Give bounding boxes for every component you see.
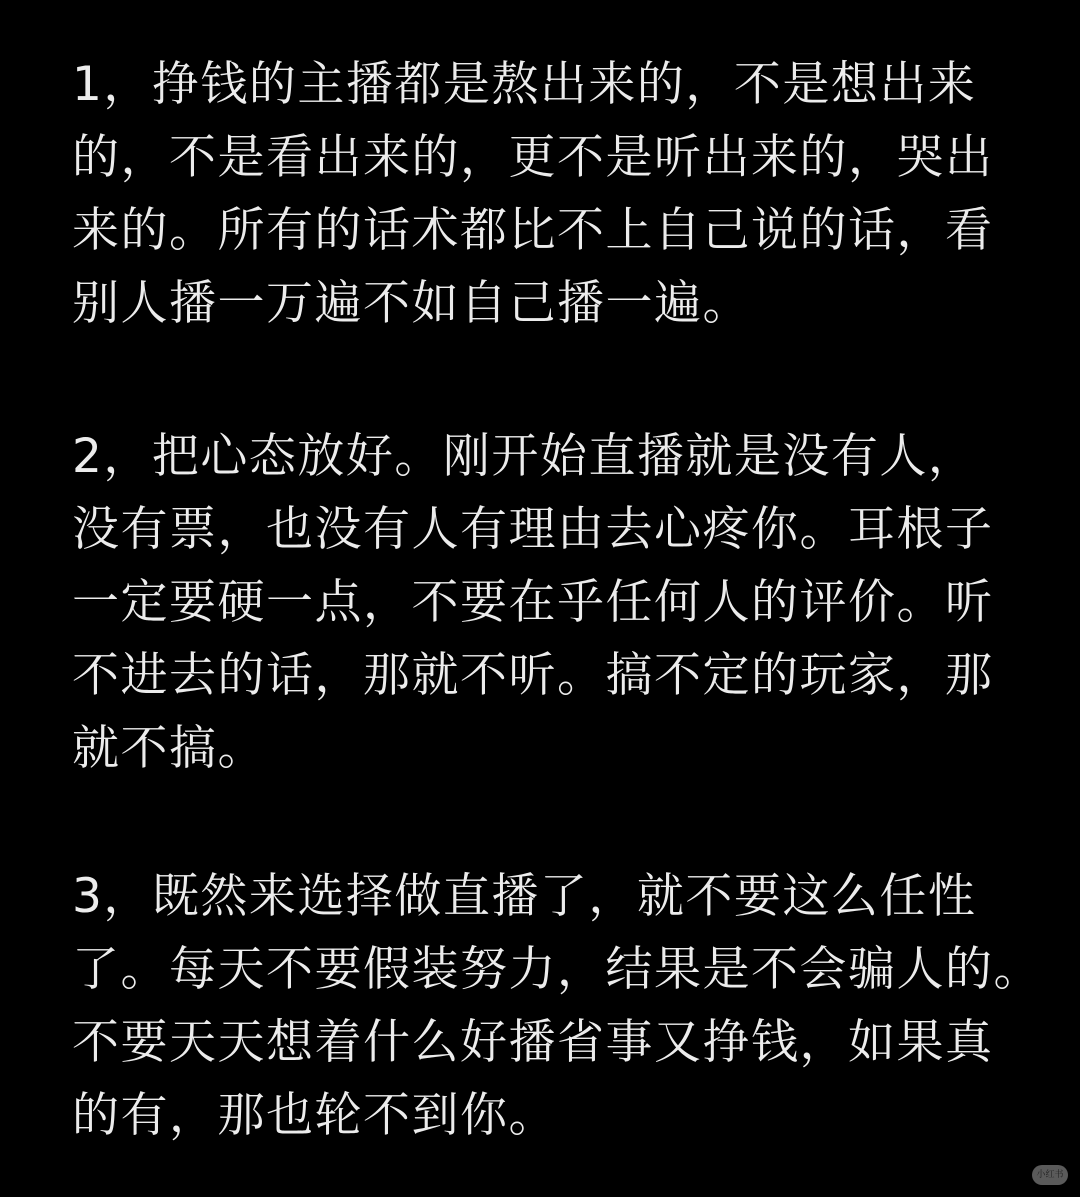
paragraph-line: 没有票，也没有人有理由去心疼你。耳根子 <box>72 502 994 557</box>
paragraph-line: 3，既然来选择做直播了，就不要这么任性 <box>72 869 977 924</box>
paragraph-line: 2，把心态放好。刚开始直播就是没有人， <box>72 429 977 484</box>
paragraph-line: 了。每天不要假装努力，结果是不会骗人的。 <box>72 942 1042 997</box>
paragraph-2 <box>72 420 994 785</box>
paragraph-line: 别人播一万遍不如自己播一遍。 <box>72 276 751 331</box>
paragraph-line: 不要天天想着什么好播省事又挣钱，如果真 <box>72 1015 994 1070</box>
paragraph-line: 的，不是看出来的，更不是听出来的，哭出 <box>72 130 994 185</box>
paragraph-3 <box>72 860 1042 1152</box>
paragraph-line: 1，挣钱的主播都是熬出来的，不是想出来 <box>72 57 977 112</box>
paragraph-line: 来的。所有的话术都比不上自己说的话，看 <box>72 203 994 258</box>
paragraph-1 <box>72 48 994 340</box>
paragraph-line: 不进去的话，那就不听。搞不定的玩家，那 <box>72 648 994 703</box>
paragraph-line: 的有，那也轮不到你。 <box>72 1088 557 1143</box>
paragraph-line: 一定要硬一点，不要在乎任何人的评价。听 <box>72 575 994 630</box>
paragraph-line: 就不搞。 <box>72 721 266 776</box>
watermark-logo: 小红书 <box>1032 1165 1068 1185</box>
